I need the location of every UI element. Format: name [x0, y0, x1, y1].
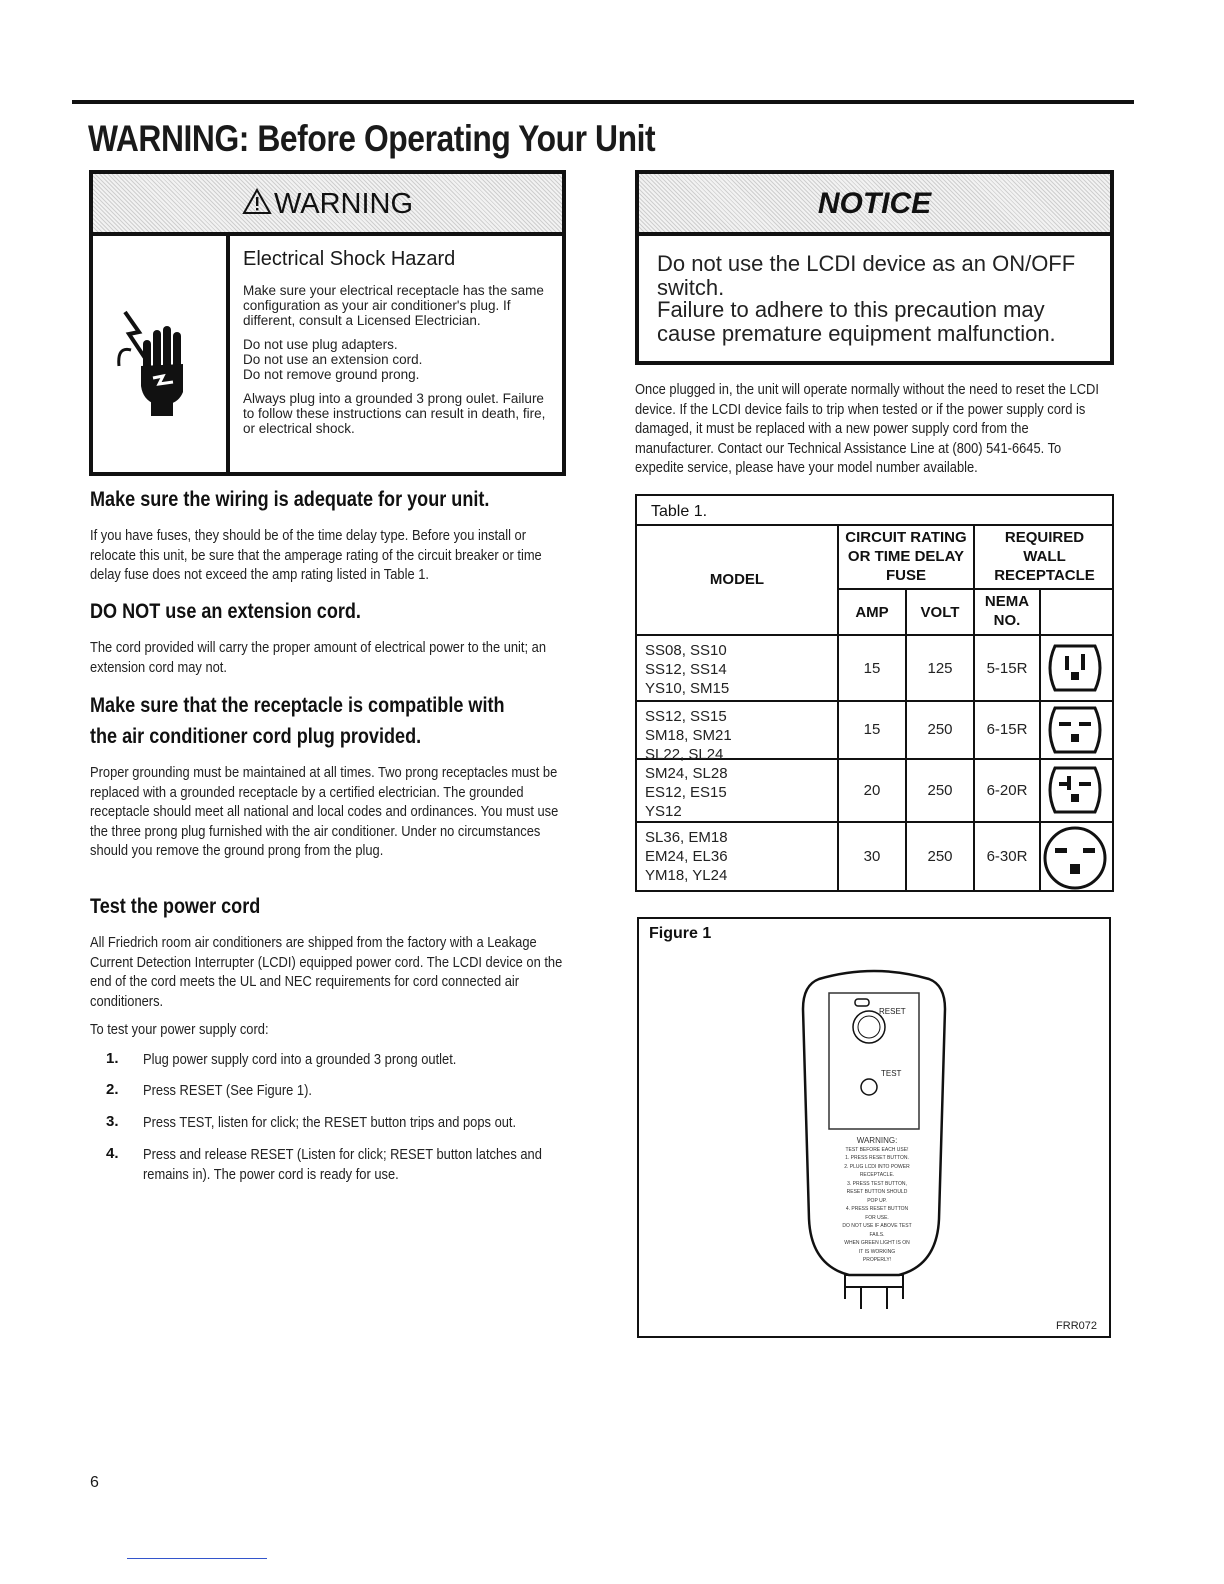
- warning-triangle-icon: [242, 188, 272, 223]
- bottom-link-underline: [127, 1558, 267, 1559]
- test-text: All Friedrich room air conditioners are shipped from the factory with a Leakage Current Detection Interrupter (LCDI) equipped power cord. The LCDI device on the end of the cord meets the UL and NEC requirements for cord connected air conditioners.: [90, 934, 563, 1010]
- receptacle-6-30r-icon: [1041, 824, 1109, 897]
- table-header-amp: AMP: [855, 604, 889, 621]
- table-row-models: SM24, SL28 ES12, ES15 YS12: [645, 765, 728, 820]
- page-title: WARNING: Before Operating Your Unit: [88, 118, 656, 159]
- receptacle-text: Proper grounding must be maintained at all times. Two prong receptacles must be replaced with a grounded receptacle by a certified electrician. The grounded receptacle should meet all national and local codes and ordinances. You must use the three prong plug furnished with the air conditioner. Under no circumstances should you remove the ground prong from the plug.: [90, 764, 559, 859]
- notice-paragraph: Once plugged in, the unit will operate normally without the need to reset the LCDI device. If the LCDI device fails to trip when tested or if the power supply cord is damaged, it must be replaced with a new power supply cord from the manufacturer. Contact our Technical Assistance Line at (800) 541-6645. To expedite service, please have your model number available.: [635, 381, 1099, 476]
- table-header-model: MODEL: [709, 571, 765, 588]
- step-text: Press RESET (See Figure 1).: [143, 1082, 312, 1099]
- device-warning-text: WARNING: TEST BEFORE EACH USE! 1. PRESS RESET BUTTON. 2. PLUG LCDI INTO POWER RECEPTACLE. 3. PRESS TEST BUTTON, RESET BUTTON SHOULD POP UP. 4. PRESS RESET BUTTON FOR USE. DO NOT USE IF ABOVE TEST FAILS. WHEN GREEN LIGHT IS ON IT IS WORKING PROPERLY!: [842, 1136, 912, 1263]
- table-cell-amp: 15: [863, 660, 881, 677]
- receptacle-heading-line2: the air conditioner cord plug provided.: [90, 725, 422, 748]
- extension-heading: DO NOT use an extension cord.: [90, 600, 361, 623]
- table-cell-amp: 30: [863, 848, 881, 865]
- shock-hazard-title: Electrical Shock Hazard: [243, 248, 456, 270]
- wiring-heading: Make sure the wiring is adequate for your unit.: [90, 488, 490, 511]
- table-cell-volt: 250: [927, 721, 953, 738]
- table-cell-amp: 15: [863, 721, 881, 738]
- extension-text: The cord provided will carry the proper amount of electrical power to the unit; an extension cord may not.: [90, 639, 547, 676]
- figure-1: [637, 917, 1111, 1338]
- table-cell-amp: 20: [863, 782, 881, 799]
- wiring-text: If you have fuses, they should be of the time delay type. Before you install or relocate this unit, be sure that the amperage rating of the circuit breaker or time delay fuse does not exceed the amp rating listed in Table 1.: [90, 527, 542, 583]
- step-text: Press TEST, listen for click; the RESET button trips and pops out.: [143, 1114, 517, 1131]
- notice-box: [635, 170, 1114, 365]
- table-row-models: SL36, EM18 EM24, EL36 YM18, YL24: [645, 829, 728, 884]
- warning-header-label: WARNING: [273, 188, 414, 221]
- receptacle-heading-line1: Make sure that the receptacle is compatible with: [90, 694, 505, 717]
- warning-box: [89, 170, 566, 476]
- reset-label: RESET: [879, 1007, 906, 1016]
- warning-paragraph: Do not use plug adapters. Do not use an extension cord. Do not remove ground prong.: [243, 337, 423, 382]
- table-row-models: SS12, SS15 SM18, SM21 SL22, SL24: [645, 708, 732, 763]
- table-header-nema: NEMA NO.: [984, 593, 1030, 629]
- warning-paragraph: Always plug into a grounded 3 prong oulet. Failure to follow these instructions can result in death, fire, or electrical shock.: [243, 391, 546, 436]
- test-label: TEST: [881, 1069, 902, 1078]
- electric-shock-hand-icon: [115, 306, 195, 421]
- step-text: Plug power supply cord into a grounded 3 prong outlet.: [143, 1051, 457, 1068]
- table-cell-volt: 125: [927, 660, 953, 677]
- notice-header-label: NOTICE: [817, 187, 932, 220]
- table-cell-volt: 250: [927, 782, 953, 799]
- test-heading: Test the power cord: [90, 895, 261, 918]
- table-caption: Table 1.: [651, 503, 708, 520]
- receptacle-6-20r-icon: [1043, 764, 1107, 821]
- receptacle-5-15r-icon: [1043, 642, 1107, 699]
- table-cell-volt: 250: [927, 848, 953, 865]
- step-number: 4.: [106, 1145, 119, 1162]
- step-number: 2.: [106, 1081, 119, 1098]
- step-number: 1.: [106, 1050, 119, 1067]
- top-rule: [72, 100, 1134, 104]
- lcdi-device-illustration: [799, 969, 949, 1309]
- figure-caption: Figure 1: [649, 925, 712, 942]
- warning-icon-panel: [93, 236, 230, 472]
- step-text: Press and release RESET (Listen for click; RESET button latches and remains in). The power cord is ready for use.: [143, 1146, 542, 1183]
- table-cell-nema: 6-30R: [986, 848, 1028, 865]
- table-header-volt: VOLT: [920, 604, 960, 621]
- step-number: 3.: [106, 1113, 119, 1130]
- page-number: 6: [90, 1474, 99, 1491]
- notice-line-2: Failure to adhere to this precaution may cause premature equipment malfunction.: [657, 297, 1056, 346]
- notice-line-1: Do not use the LCDI device as an ON/OFF switch.: [657, 251, 1076, 300]
- figure-code: FRR072: [1056, 1320, 1097, 1332]
- table-cell-nema: 6-15R: [986, 721, 1028, 738]
- receptacle-table: [635, 494, 1114, 892]
- table-row-models: SS08, SS10 SS12, SS14 YS10, SM15: [645, 642, 730, 697]
- table-cell-nema: 6-20R: [986, 782, 1028, 799]
- test-intro: To test your power supply cord:: [90, 1021, 269, 1038]
- table-header-required: REQUIRED WALL RECEPTACLE: [994, 529, 1095, 584]
- table-cell-nema: 5-15R: [986, 660, 1028, 677]
- notice-header: [639, 174, 1110, 236]
- warning-header: [93, 174, 562, 236]
- table-header-circuit: CIRCUIT RATING OR TIME DELAY FUSE: [845, 529, 967, 584]
- warning-paragraph: Make sure your electrical receptacle has the same configuration as your air conditioner's plug. If different, consult a Licensed Electrician.: [243, 283, 544, 328]
- receptacle-6-15r-icon: [1043, 704, 1107, 761]
